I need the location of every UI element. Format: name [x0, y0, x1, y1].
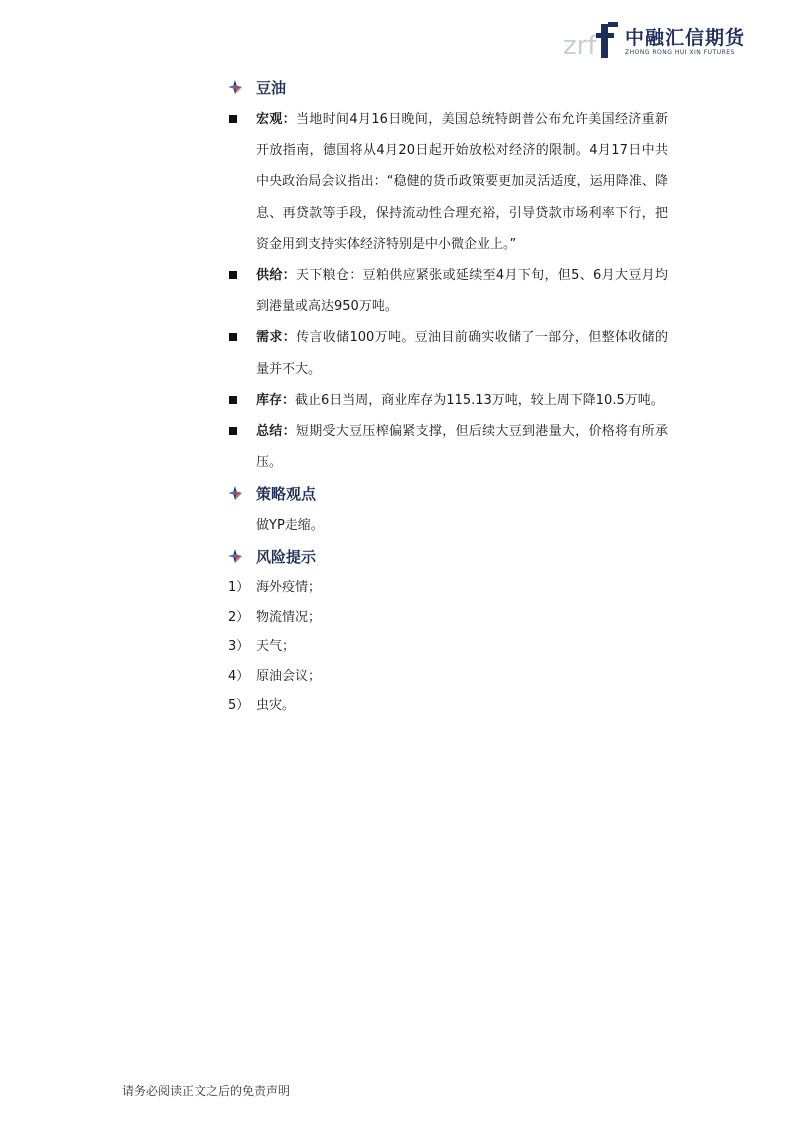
risk-item-text: 物流情况；	[256, 609, 322, 625]
section-title-text: 豆油	[256, 78, 287, 97]
risk-item-text: 原油会议；	[256, 668, 322, 684]
risk-item-text: 虫灾。	[256, 698, 296, 714]
risk-item-5	[228, 691, 668, 721]
risk-item-number: 5）	[228, 698, 250, 714]
section-bullet-icon	[228, 549, 242, 563]
risk-item-2	[228, 603, 668, 633]
item-text: 传言收储100万吨。豆油目前确实收储了一部分，但整体收储的量并不大。	[256, 330, 668, 377]
risk-item-number: 1）	[228, 580, 250, 596]
zrf-logo-icon	[563, 20, 623, 62]
section-title-risk	[228, 543, 668, 569]
list-item-demand	[228, 322, 668, 384]
risk-item-number: 3）	[228, 639, 250, 655]
risk-item-text: 海外疫情；	[256, 580, 322, 596]
risk-item-number: 4）	[228, 668, 250, 684]
company-logo	[563, 20, 753, 62]
report-content	[228, 74, 668, 721]
section-title-soy-oil	[228, 74, 668, 100]
item-key: 库存：	[256, 392, 296, 408]
item-text: 截止6日当周，商业库存为115.13万吨，较上周下降10.5万吨。	[295, 392, 664, 408]
item-key: 宏观：	[256, 112, 297, 127]
risk-item-3	[228, 632, 668, 662]
item-key: 供给：	[256, 268, 296, 284]
item-text: 当地时间4月16日晚间，美国总统特朗普公布允许美国经济重新开放指南，德国将从4月20日起开始放松对经济的限制。4月17日中共中央政治局会议指出：“稳健的货币政策要更加灵活适度，运用降准、降息、再贷款等手段，保持流动性合理充裕，引导贷款市场利率下行，把资金用到支持实体经济特别是中小微企业上。”	[256, 112, 668, 252]
item-key: 总结：	[256, 424, 296, 440]
risk-item-number: 2）	[228, 609, 250, 625]
footer-disclaimer: 请务必阅读正文之后的免责声明	[122, 1084, 291, 1098]
section-title-text: 策略观点	[256, 484, 317, 503]
company-name-en: ZHONG RONG HUI XIN FUTURES	[625, 49, 735, 56]
square-bullet-icon	[229, 396, 237, 404]
square-bullet-icon	[229, 271, 237, 279]
square-bullet-icon	[229, 333, 237, 341]
square-bullet-icon	[229, 115, 237, 123]
list-item-inventory	[228, 385, 668, 416]
list-item-summary	[228, 416, 668, 478]
item-key: 需求：	[256, 330, 297, 346]
risk-item-4	[228, 662, 668, 692]
section-title-strategy	[228, 480, 668, 506]
logo-mark-text: zrf	[563, 31, 597, 61]
risk-item-1	[228, 573, 668, 603]
strategy-text: 做YP走缩。	[256, 518, 324, 534]
item-text: 短期受大豆压榨偏紧支撑，但后续大豆到港量大，价格将有所承压。	[256, 424, 668, 471]
section-title-text: 风险提示	[256, 547, 317, 566]
risk-item-text: 天气；	[256, 639, 296, 655]
square-bullet-icon	[229, 427, 237, 435]
list-item-macro	[228, 104, 668, 260]
company-name-cn: 中融汇信期货	[625, 27, 746, 49]
list-item-supply	[228, 260, 668, 322]
section-bullet-icon	[228, 486, 242, 500]
section-bullet-icon	[228, 80, 242, 94]
item-text: 天下粮仓：豆粕供应紧张或延续至4月下旬，但5、6月大豆月均到港量或高达950万吨。	[256, 268, 668, 315]
